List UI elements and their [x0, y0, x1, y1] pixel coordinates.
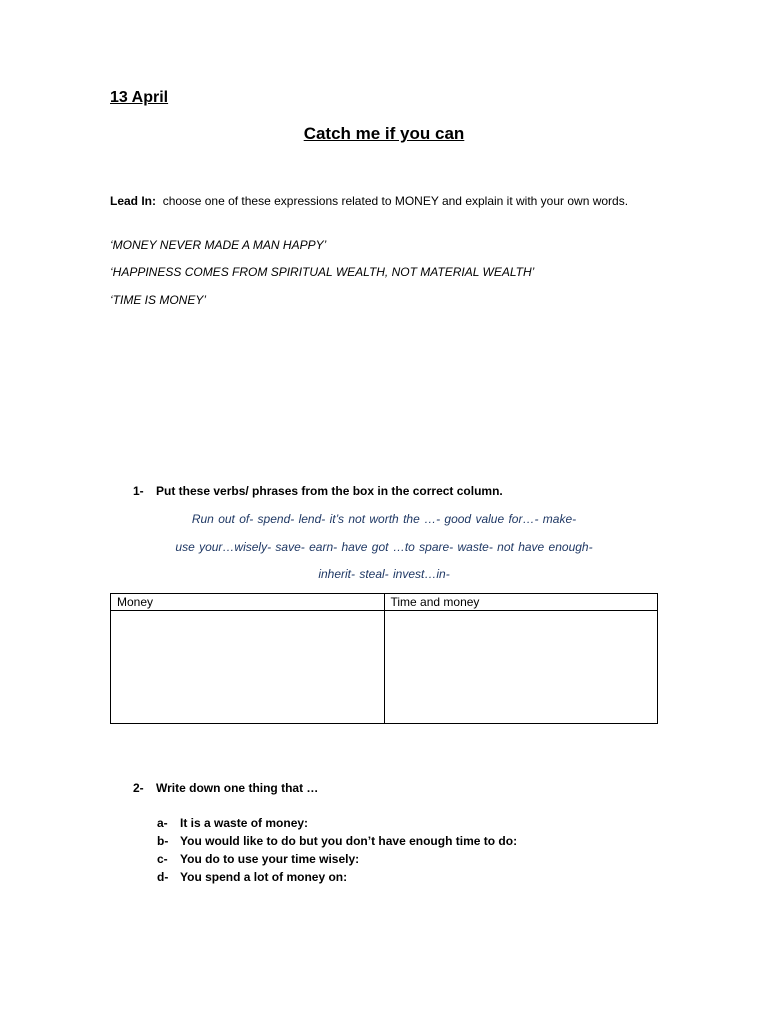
worksheet-title: Catch me if you can — [303, 124, 465, 143]
column-header-time-and-money: Time and money — [384, 594, 658, 611]
expression-3: ‘TIME IS MONEY’ — [110, 293, 207, 307]
time-and-money-answer-cell[interactable] — [384, 611, 658, 724]
column-header-money: Money — [111, 594, 385, 611]
word-box-line-3: inherit- steal- invest…in- — [318, 567, 450, 581]
word-box-line-2: use your…wisely- save- earn- have got …to spare- waste- not have enough- — [175, 540, 593, 554]
item-b-letter: b- — [157, 834, 169, 848]
lead-in-label: Lead In: — [110, 194, 157, 208]
item-d-text: You spend a lot of money on: — [180, 870, 348, 884]
item-c-letter: c- — [157, 852, 168, 866]
sorting-table — [110, 593, 658, 724]
question-1-number: 1- — [133, 484, 144, 498]
money-answer-cell[interactable] — [111, 611, 385, 724]
word-box-line-1: Run out of- spend- lend- it’s not worth the …- good value for…- make- — [191, 512, 577, 526]
worksheet-date: 13 April — [110, 89, 169, 106]
item-d-letter: d- — [157, 870, 169, 884]
item-b-text: You would like to do but you don’t have enough time to do: — [180, 834, 518, 848]
lead-in-text: choose one of these expressions related to MONEY and explain it with your own words. — [162, 194, 629, 208]
item-a-letter: a- — [157, 816, 168, 830]
lead-in-paragraph — [110, 192, 640, 210]
item-a-text: It is a waste of money: — [180, 816, 309, 830]
question-1-text: Put these verbs/ phrases from the box in the correct column. — [156, 484, 503, 498]
item-c-text: You do to use your time wisely: — [180, 852, 360, 866]
expression-1: ‘MONEY NEVER MADE A MAN HAPPY’ — [110, 238, 327, 252]
table-answer-row — [111, 611, 658, 724]
expression-2: ‘HAPPINESS COMES FROM SPIRITUAL WEALTH, NOT MATERIAL WEALTH’ — [110, 265, 535, 279]
question-2-number: 2- — [133, 781, 144, 795]
question-2-text: Write down one thing that … — [156, 781, 319, 795]
table-header-row — [111, 594, 658, 611]
